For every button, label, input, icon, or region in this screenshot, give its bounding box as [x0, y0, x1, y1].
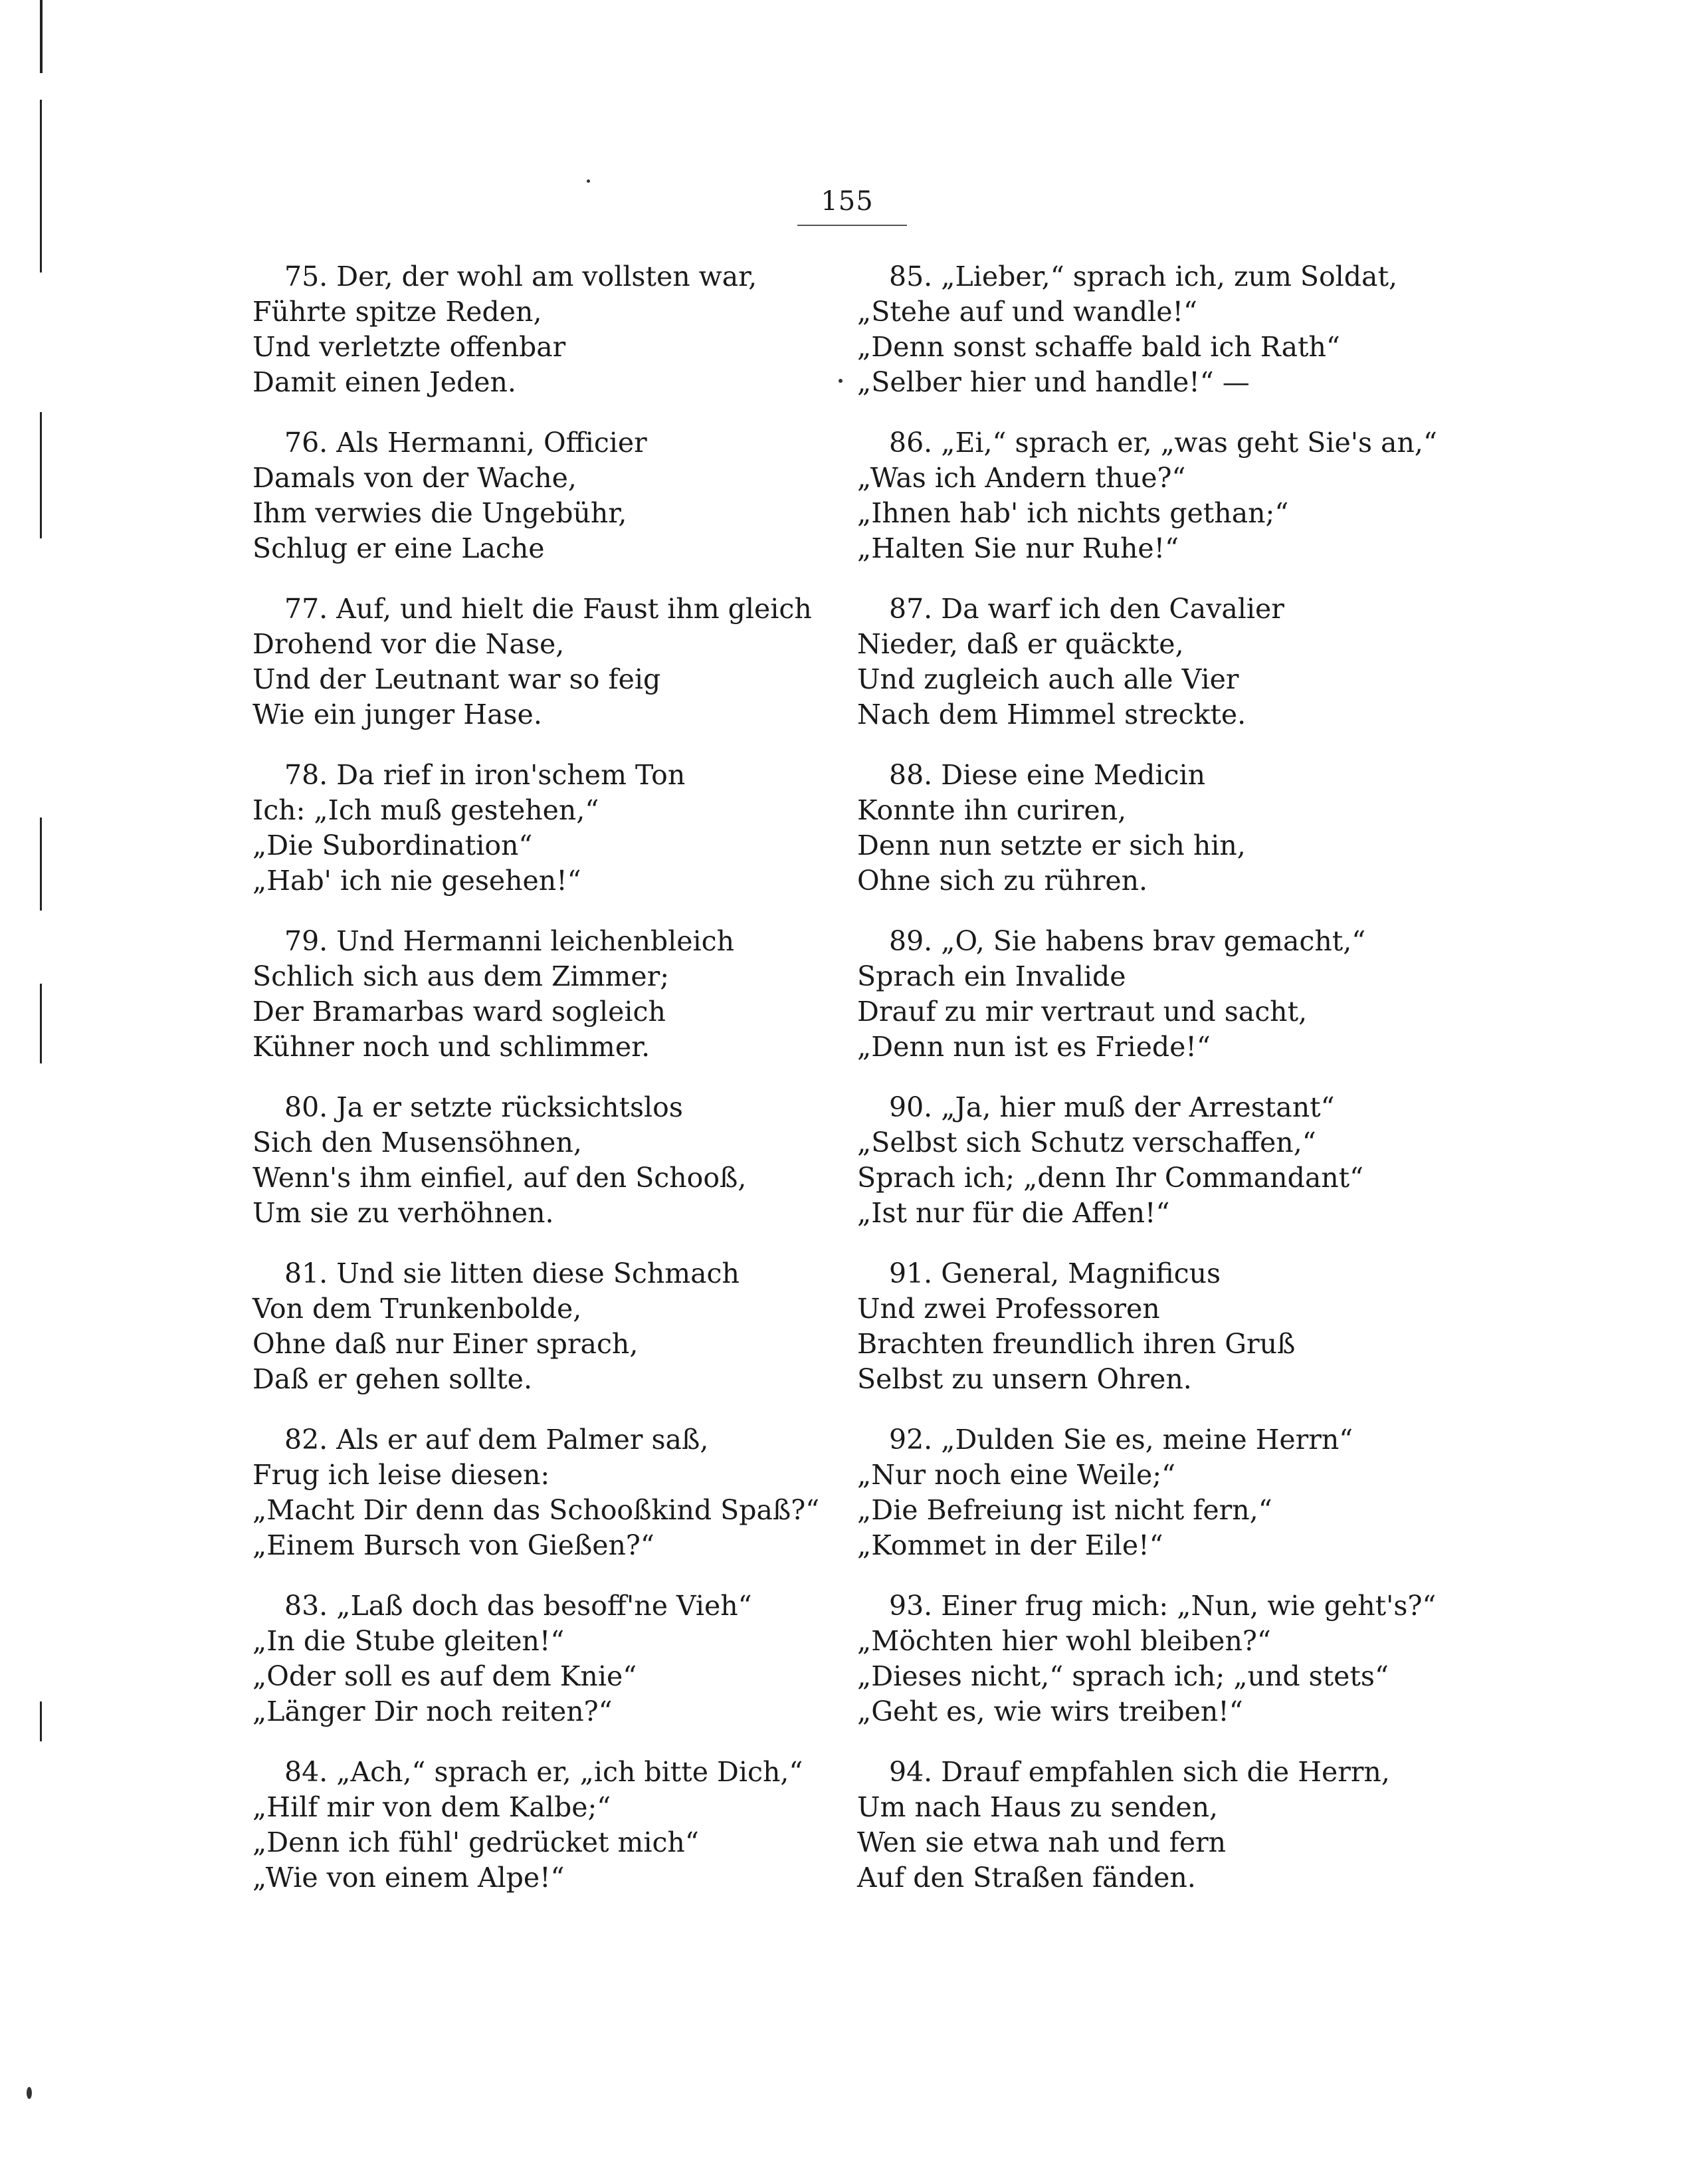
verse-line: 79. Und Hermanni leichenbleich — [284, 925, 735, 957]
stanza-89 — [857, 924, 1455, 1090]
verse-line: „Was ich Andern thue?“ — [857, 462, 1186, 494]
page-number-rule — [797, 225, 907, 226]
stanza-79 — [252, 924, 850, 1090]
stanza-85 — [857, 259, 1455, 425]
scan-speck — [587, 179, 590, 183]
verse-line: „Dieses nicht,“ sprach ich; „und stets“ — [857, 1660, 1389, 1692]
verse-line: Schlich sich aus dem Zimmer; — [252, 960, 670, 992]
verse-line: Nach dem Himmel streckte. — [857, 699, 1246, 730]
verse-line: Wie ein junger Hase. — [252, 699, 542, 730]
stanza-82 — [252, 1422, 850, 1588]
verse-line: Ihm verwies die Ungebühr, — [252, 497, 627, 529]
verse-line: 86. „Ei,“ sprach er, „was geht Sie's an,“ — [889, 427, 1437, 459]
verse-line: „Oder soll es auf dem Knie“ — [252, 1660, 637, 1692]
verse-line: 93. Einer frug mich: „Nun, wie geht's?“ — [889, 1590, 1437, 1622]
stanza-75 — [252, 259, 850, 425]
verse-line: 91. General, Magnificus — [889, 1257, 1221, 1289]
verse-line: Ohne daß nur Einer sprach, — [252, 1328, 639, 1360]
verse-line: Um sie zu verhöhnen. — [252, 1197, 554, 1229]
verse-line: 89. „O, Sie habens brav gemacht,“ — [889, 925, 1366, 957]
verse-line: „Stehe auf und wandle!“ — [857, 296, 1197, 328]
verse-line: 94. Drauf empfahlen sich die Herrn, — [889, 1756, 1390, 1788]
stanza-77 — [252, 592, 850, 758]
verse-line: Konnte ihn curiren, — [857, 794, 1127, 826]
verse-line: „In die Stube gleiten!“ — [252, 1625, 565, 1657]
verse-line: 81. Und sie litten diese Schmach — [284, 1257, 740, 1289]
scan-margin-mark — [40, 984, 42, 1063]
verse-line: Nieder, daß er quäckte, — [857, 628, 1184, 660]
verse-line: Ich: „Ich muß gestehen,“ — [252, 794, 599, 826]
verse-line: Ohne sich zu rühren. — [857, 865, 1148, 897]
verse-line: „Wie von einem Alpe!“ — [252, 1862, 565, 1894]
stanza-90 — [857, 1090, 1455, 1256]
scan-margin-mark — [40, 1701, 42, 1741]
verse-line: „Geht es, wie wirs treiben!“ — [857, 1695, 1243, 1727]
verse-line: „Hab' ich nie gesehen!“ — [252, 865, 581, 897]
verse-line: „Kommet in der Eile!“ — [857, 1529, 1163, 1561]
stanza-91 — [857, 1256, 1455, 1422]
verse-line: Selbst zu unsern Ohren. — [857, 1363, 1192, 1395]
verse-line: „Selbst sich Schutz verschaffen,“ — [857, 1127, 1316, 1158]
verse-line: 78. Da rief in iron'schem Ton — [284, 759, 686, 791]
scan-margin-mark — [40, 100, 42, 273]
verse-line: „Möchten hier wohl bleiben?“ — [857, 1625, 1271, 1657]
verse-line: „Ihnen hab' ich nichts gethan;“ — [857, 497, 1289, 529]
verse-line: Und zugleich auch alle Vier — [857, 663, 1239, 695]
verse-line: Drohend vor die Nase, — [252, 628, 565, 660]
verse-line: Und der Leutnant war so feig — [252, 663, 661, 695]
stanza-80 — [252, 1090, 850, 1256]
verse-line: „Denn ich fühl' gedrücket mich“ — [252, 1826, 699, 1858]
scan-margin-mark — [40, 0, 43, 73]
poem-column-right — [857, 259, 1455, 1921]
verse-line: 88. Diese eine Medicin — [889, 759, 1205, 791]
verse-line: Sprach ein Invalide — [857, 960, 1126, 992]
verse-line: „Nur noch eine Weile;“ — [857, 1459, 1176, 1491]
stanza-81 — [252, 1256, 850, 1422]
verse-line: „Halten Sie nur Ruhe!“ — [857, 532, 1179, 564]
verse-line: „Ist nur für die Affen!“ — [857, 1197, 1170, 1229]
stanza-76 — [252, 425, 850, 592]
verse-line: Der Bramarbas ward sogleich — [252, 996, 666, 1028]
verse-line: 87. Da warf ich den Cavalier — [889, 593, 1284, 625]
verse-line: Und zwei Professoren — [857, 1293, 1160, 1325]
poem-column-left — [252, 259, 850, 1921]
verse-line: Sich den Musensöhnen, — [252, 1127, 582, 1158]
verse-line: 80. Ja er setzte rücksichtslos — [284, 1091, 683, 1123]
verse-line: „Länger Dir noch reiten?“ — [252, 1695, 613, 1727]
verse-line: Kühner noch und schlimmer. — [252, 1031, 650, 1063]
scan-margin-mark — [40, 412, 42, 538]
verse-line: Führte spitze Reden, — [252, 296, 542, 328]
stanza-83 — [252, 1588, 850, 1755]
verse-line: Sprach ich; „denn Ihr Commandant“ — [857, 1162, 1364, 1194]
stanza-94 — [857, 1755, 1455, 1921]
verse-line: „Denn sonst schaffe bald ich Rath“ — [857, 331, 1340, 363]
stanza-92 — [857, 1422, 1455, 1588]
verse-line: Drauf zu mir vertraut und sacht, — [857, 996, 1308, 1028]
verse-line: 92. „Dulden Sie es, meine Herrn“ — [889, 1424, 1353, 1456]
verse-line: Wenn's ihm einfiel, auf den Schooß, — [252, 1162, 747, 1194]
scan-margin-mark — [40, 818, 42, 911]
stanza-93 — [857, 1588, 1455, 1755]
verse-line: „Die Befreiung ist nicht fern,“ — [857, 1494, 1272, 1526]
verse-line: 82. Als er auf dem Palmer saß, — [284, 1424, 709, 1456]
verse-line: Denn nun setzte er sich hin, — [857, 829, 1246, 861]
verse-line: Und verletzte offenbar — [252, 331, 566, 363]
verse-line: Damit einen Jeden. — [252, 366, 516, 398]
verse-line: Daß er gehen sollte. — [252, 1363, 532, 1395]
scan-speck — [27, 2087, 32, 2099]
verse-line: 90. „Ja, hier muß der Arrestant“ — [889, 1091, 1335, 1123]
verse-line: 77. Auf, und hielt die Faust ihm gleich — [284, 593, 812, 625]
verse-line: „Hilf mir von dem Kalbe;“ — [252, 1791, 611, 1823]
verse-line: „Selber hier und handle!“ — — [857, 366, 1250, 398]
verse-line: Schlug er eine Lache — [252, 532, 545, 564]
verse-line: Von dem Trunkenbolde, — [252, 1293, 582, 1325]
verse-line: Brachten freundlich ihren Gruß — [857, 1328, 1296, 1360]
stanza-87 — [857, 592, 1455, 758]
verse-line: Auf den Straßen fänden. — [857, 1862, 1196, 1894]
verse-line: 85. „Lieber,“ sprach ich, zum Soldat, — [889, 261, 1397, 292]
stanza-86 — [857, 425, 1455, 592]
verse-line: Wen sie etwa nah und fern — [857, 1826, 1227, 1858]
verse-line: Damals von der Wache, — [252, 462, 577, 494]
stanza-84 — [252, 1755, 850, 1921]
stanza-88 — [857, 758, 1455, 924]
verse-line: 75. Der, der wohl am vollsten war, — [284, 261, 757, 292]
verse-line: „Die Subordination“ — [252, 829, 533, 861]
page-number: 155 — [821, 186, 874, 217]
verse-line: Frug ich leise diesen: — [252, 1459, 550, 1491]
verse-line: 84. „Ach,“ sprach er, „ich bitte Dich,“ — [284, 1756, 803, 1788]
verse-line: „Macht Dir denn das Schooßkind Spaß?“ — [252, 1494, 820, 1526]
stanza-78 — [252, 758, 850, 924]
verse-line: 83. „Laß doch das besoff'ne Vieh“ — [284, 1590, 752, 1622]
verse-line: 76. Als Hermanni, Officier — [284, 427, 647, 459]
verse-line: „Einem Bursch von Gießen?“ — [252, 1529, 654, 1561]
verse-line: Um nach Haus zu senden, — [857, 1791, 1219, 1823]
verse-line: „Denn nun ist es Friede!“ — [857, 1031, 1211, 1063]
